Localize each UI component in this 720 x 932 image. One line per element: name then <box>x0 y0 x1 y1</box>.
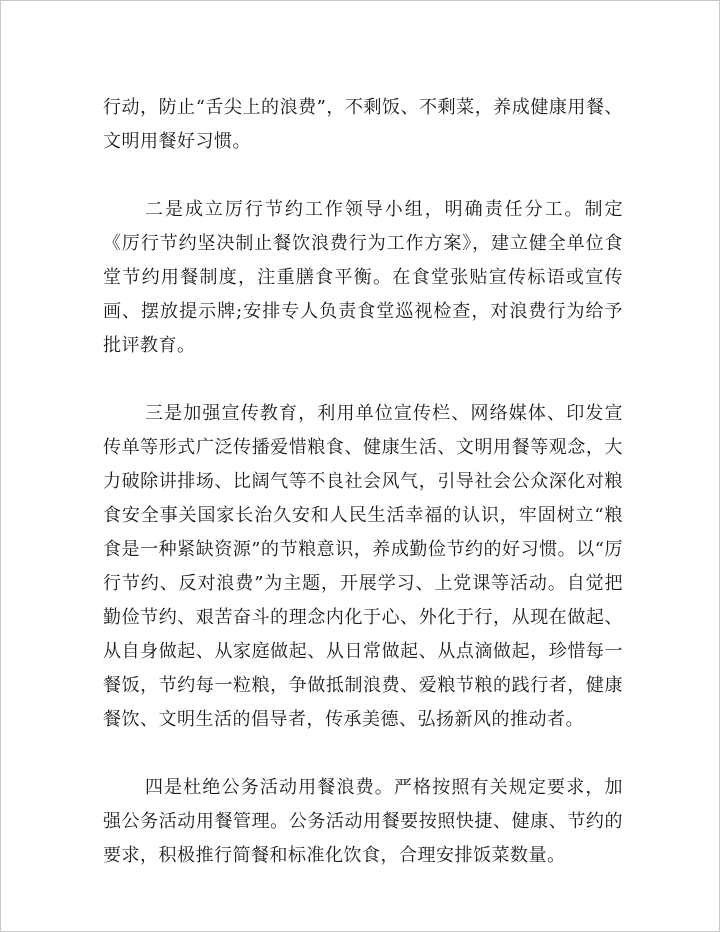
paragraph-2: 二是成立厉行节约工作领导小组，明确责任分工。制定《厉行节约坚决制止餐饮浪费行为工作方案》，建立健全单位食堂节约用餐制度，注重膳食平衡。在食堂张贴宣传标语或宣传画、摆放提示牌;安排专人负责食堂巡视检查，对浪费行为给予批评教育。 <box>103 199 623 356</box>
document-body <box>103 91 623 907</box>
paragraph-4: 四是杜绝公务活动用餐浪费。严格按照有关规定要求，加强公务活动用餐管理。公务活动用餐要按照快捷、健康、节约的要求，积极推行简餐和标准化饮食，合理安排饭菜数量。 <box>103 777 623 866</box>
paragraph-3: 三是加强宣传教育，利用单位宣传栏、网络媒体、印发宣传单等形式广泛传播爱惜粮食、健康生活、文明用餐等观念，大力破除讲排场、比阔气等不良社会风气，引导社会公众深化对粮食安全事关国家长治久安和人民生活幸福的认识，牢固树立“粮食是一种紧缺资源”的节粮意识，养成勤俭节约的好习惯。以“厉行节约、反对浪费”为主题，开展学习、上党课等活动。自觉把勤俭节约、艰苦奋斗的理念内化于心、外化于行，从现在做起、从自身做起、从家庭做起、从日常做起、从点滴做起，珍惜每一餐饭，节约每一粒粮，争做抵制浪费、爱粮节粮的践行者，健康餐饮、文明生活的倡导者，传承美德、弘扬新风的推动者。 <box>103 403 623 730</box>
paragraph-1: 行动，防止“舌尖上的浪费”，不剩饭、不剩菜，养成健康用餐、文明用餐好习惯。 <box>103 97 623 152</box>
